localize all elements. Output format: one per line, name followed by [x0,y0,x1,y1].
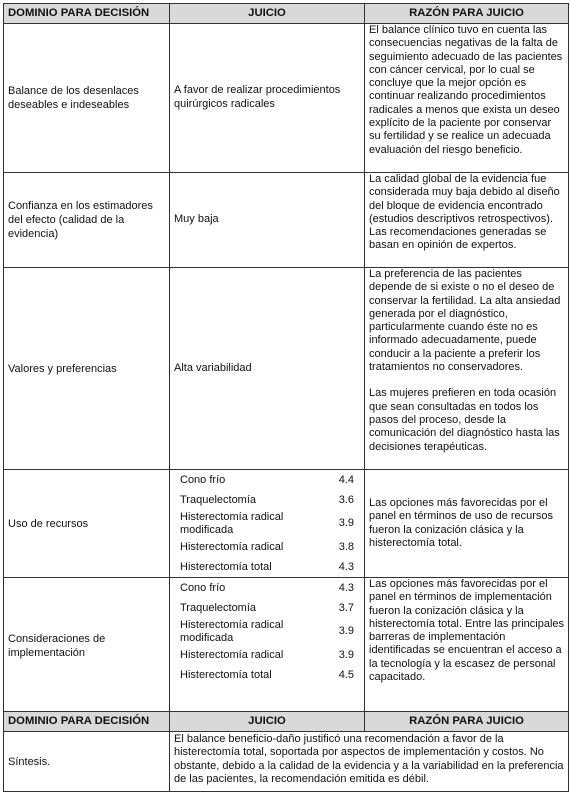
score-value: 3.7 [338,601,354,614]
reason-cell [365,578,569,715]
score-row [170,645,364,665]
score-option: Histerectomía radical modificada [180,619,284,644]
reason-cell [365,470,569,578]
score-row [170,557,364,577]
score-value: 4.4 [338,473,354,486]
judgment-cell: Muy baja [170,173,365,268]
score-list [170,578,364,685]
table-row [4,24,569,173]
domain-cell: Consideraciones de implementación [4,578,170,715]
synthesis-row [4,732,569,792]
score-option: Histerectomía radical [180,648,284,661]
score-row [170,578,364,598]
score-row [170,510,364,537]
header-row [4,4,569,24]
domain-cell: Balance de los desenlaces deseables e indeseables [4,24,170,173]
score-value: 3.9 [338,517,354,530]
table-row [4,268,569,470]
score-option: Histerectomía total [180,560,272,573]
table-row [4,173,569,268]
score-row [170,490,364,510]
score-list [170,470,364,577]
score-option: Traquelectomía [180,601,257,614]
reason-cell [365,268,569,470]
domain-cell: Uso de recursos [4,470,170,578]
header-row [4,712,569,732]
score-value: 3.9 [338,648,354,661]
score-value: 3.9 [338,625,354,638]
score-row [170,470,364,490]
reason-cell [365,173,569,268]
reason-text: Las opciones más favorecidas por el panel en términos de implementación fueron la conización clásica y la histerectomía total. Entre las principales barreras de implementación identificadas se encuentran el acceso a la tecnología y la escasez de personal capacitado. [369,578,565,684]
table-row [4,578,569,715]
reason-text: La calidad global de la evidencia fue considerada muy baja debido al diseño del bloque de evidencia encontrado (estudios descriptivos retrospectivos). Las recomendaciones generadas se basan en opinión de expertos. [369,173,560,252]
score-row [170,537,364,557]
score-value: 4.3 [338,581,354,594]
decision-table [3,3,569,715]
table-row [4,470,569,578]
reason-cell [365,24,569,173]
reason-text: El balance clínico tuvo en cuenta las consecuencias negativas de la falta de seguimiento adecuado de las pacientes con cáncer cervical, por lo cual se concluye que la mejor opción es continuar realizando procedimientos radicales a menos que exista un deseo explícito de la paciente por conservar su fertilidad y se realice un adecuada evaluación del riesgo beneficio. [369,24,563,156]
score-option: Cono frío [180,473,226,486]
synthesis-text: El balance beneficio-daño justificó una recomendación a favor de la histerectomía total, soportada por aspectos de implementación y costos. No obstante, debido a la calidad de la evidencia y a la variabilidad en la preferencia de las pacientes, la recomendación emitida es débil. [170,732,569,792]
score-option: Traquelectomía [180,493,257,506]
score-option: Cono frío [180,581,226,594]
score-option: Histerectomía total [180,668,272,681]
synthesis-label: Síntesis. [4,732,170,792]
reason-text: Las opciones más favorecidas por el panel en términos de uso de recursos fueron la conización clásica y la histerectomía total. [369,496,554,549]
scores-cell [170,578,365,715]
header-domain: DOMINIO PARA DECISIÓN [4,4,170,24]
score-row [170,618,364,645]
reason-text: Las mujeres prefieren en toda ocasión que sean consultadas en todos los pasos del proceso, desde la comunicación del diagnóstico hasta las decisiones terapéuticas. [369,387,560,453]
domain-cell: Confianza en los estimadores del efecto (calidad de la evidencia) [4,173,170,268]
judgment-cell: Alta variabilidad [170,268,365,470]
header-judgment: JUICIO [170,712,365,732]
score-value: 3.6 [338,493,354,506]
score-row [170,598,364,618]
score-value: 3.8 [338,540,354,553]
reason-text: La preferencia de las pacientes depende de si existe o no el deseo de conservar la fertilidad. La alta ansiedad generada por el diagnóstico, particularmente cuando éste no es informado adecuadamente, puede conducir a la paciente a preferir los tratamientos no conservadores. [369,268,561,374]
score-value: 4.5 [338,668,354,681]
score-row [170,665,364,685]
score-value: 4.3 [338,560,354,573]
synthesis-table [3,711,569,792]
judgment-cell: A favor de realizar procedimientos quirúrgicos radicales [170,24,365,173]
header-judgment: JUICIO [170,4,365,24]
header-domain: DOMINIO PARA DECISIÓN [4,712,170,732]
score-option: Histerectomía radical [180,540,284,553]
header-reason: RAZÓN PARA JUICIO [365,4,569,24]
domain-cell: Valores y preferencias [4,268,170,470]
scores-cell [170,470,365,578]
header-reason: RAZÓN PARA JUICIO [365,712,569,732]
score-option: Histerectomía radical modificada [180,511,284,536]
